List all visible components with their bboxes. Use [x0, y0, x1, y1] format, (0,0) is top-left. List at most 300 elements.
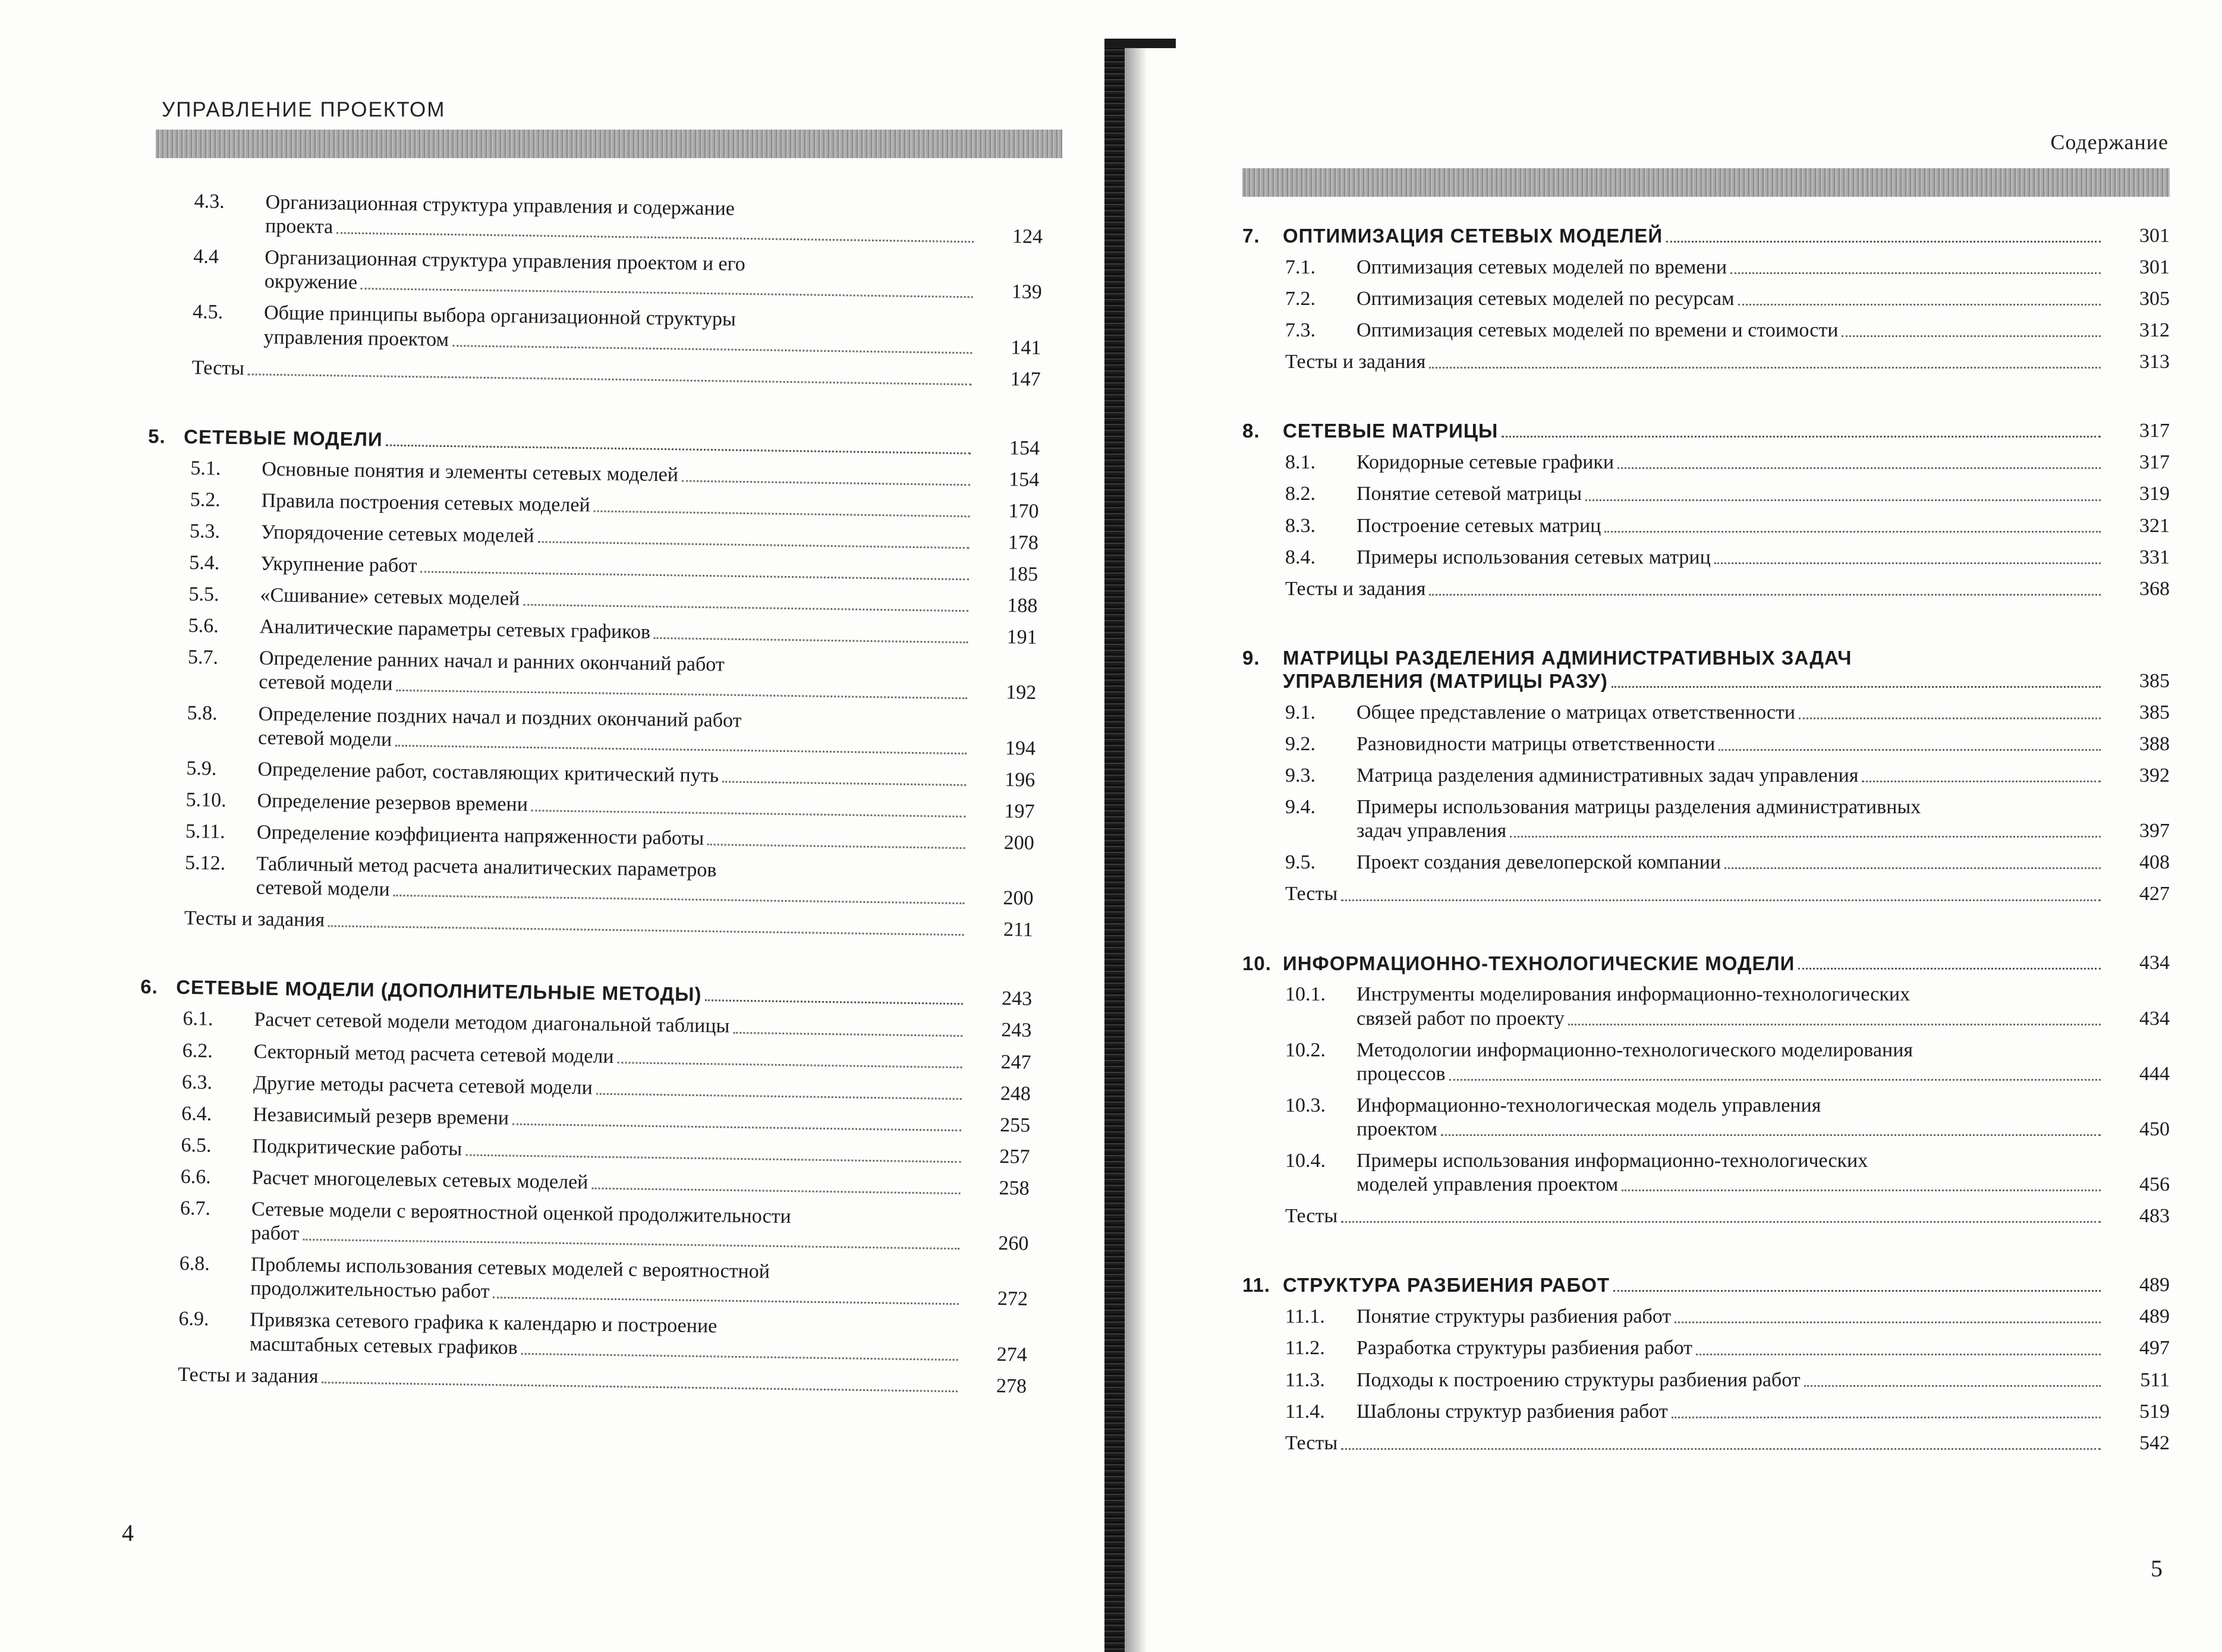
section-title	[1357, 701, 2104, 725]
tests-entry	[1242, 1431, 2170, 1455]
section-number: 10.3.	[1285, 1094, 1326, 1116]
dot-leader	[394, 895, 965, 904]
chapter-title	[1283, 1274, 2104, 1297]
dot-leader	[523, 604, 968, 612]
dot-leader	[531, 810, 966, 817]
section-title	[257, 789, 969, 823]
section-page: 200	[1003, 887, 1034, 910]
section-title-text: Шаблоны структур разбиения работ	[1357, 1400, 1668, 1423]
section-title-line	[1357, 1173, 2104, 1197]
section-title-line	[1357, 319, 2104, 342]
section-number: 5.11.	[185, 820, 225, 843]
section-entry	[138, 1133, 1030, 1169]
section-title-line	[1357, 851, 2104, 874]
section-number: 6.2.	[182, 1039, 213, 1062]
dot-leader	[1622, 1190, 2101, 1191]
dot-leader	[594, 510, 970, 517]
section-title-text: Общие принципы выбора организационной структуры	[263, 302, 737, 331]
section-title-line	[261, 521, 973, 555]
section-page: 272	[997, 1288, 1028, 1311]
section-page: 511	[2140, 1368, 2170, 1391]
section-number: 5.3.	[189, 520, 221, 543]
dot-leader	[1719, 749, 2101, 751]
tests-line	[184, 907, 968, 942]
section-entry	[1242, 851, 2170, 874]
dot-leader	[1449, 1079, 2101, 1081]
chapter-number: 6.	[140, 976, 159, 998]
section-title-text: Коридорные сетевые графики	[1357, 451, 1614, 474]
section-number: 6.3.	[181, 1071, 213, 1094]
dot-leader	[1502, 436, 2101, 438]
section-page: 317	[2139, 451, 2170, 474]
section-title-text: Проект создания девелоперской компании	[1357, 851, 1721, 874]
section-number: 5.2.	[190, 488, 221, 511]
section-title-text: Расчет многоцелевых сетевых моделей	[251, 1166, 588, 1194]
dot-leader	[1799, 718, 2101, 719]
section-page: 321	[2139, 514, 2170, 537]
section-entry	[143, 788, 1034, 824]
chapter-page: 154	[1009, 436, 1040, 460]
section-number: 6.9.	[178, 1308, 209, 1331]
section-title-text: моделей управления проектом	[1357, 1173, 1619, 1196]
section-page: 301	[2139, 256, 2170, 278]
section-title	[260, 552, 972, 586]
section-title-line	[1357, 1094, 2104, 1118]
chapter-title-line	[1283, 952, 2104, 976]
section-title	[1357, 319, 2104, 342]
tests-line	[192, 356, 975, 391]
section-page: 434	[2139, 1007, 2170, 1030]
chapter-page: 317	[2139, 420, 2170, 442]
dot-leader	[1612, 686, 2101, 688]
tests-entry	[1242, 350, 2170, 374]
chapter-number: 9.	[1242, 646, 1260, 669]
section-title-line	[1357, 1400, 2104, 1424]
chapter-title	[1283, 420, 2104, 443]
section-title-text: Примеры использования матрицы разделения административных	[1357, 796, 1921, 819]
dot-leader	[1842, 335, 2101, 337]
section-entry	[151, 189, 1043, 249]
section-title	[1357, 256, 2104, 279]
dot-leader	[336, 232, 974, 243]
section-number: 6.1.	[182, 1008, 213, 1030]
section-entry	[137, 1196, 1029, 1256]
section-title-text: работ	[251, 1222, 300, 1245]
section-number: 5.10.	[185, 788, 226, 811]
section-title-text: Привязка сетевого графика к календарю и построение	[250, 1308, 717, 1338]
section-entry	[1242, 1368, 2170, 1392]
dot-leader	[537, 541, 969, 549]
section-title-line	[252, 1134, 964, 1168]
section-title	[1357, 1149, 2104, 1197]
section-title-text: процессов	[1357, 1062, 1446, 1085]
dot-leader	[328, 926, 964, 936]
tests-entry	[135, 1362, 1027, 1399]
tests-line	[1285, 1431, 2104, 1455]
section-page: 385	[2139, 701, 2170, 723]
dot-leader	[591, 1188, 960, 1195]
section-title-text: Подходы к построению структуры разбиения работ	[1357, 1368, 1801, 1391]
left-page	[0, 0, 1106, 1652]
dot-leader	[1441, 1134, 2101, 1136]
section-entry	[1242, 287, 2170, 311]
section-number: 5.9.	[186, 757, 217, 780]
section-title	[1357, 451, 2104, 474]
dot-leader	[1804, 1385, 2101, 1387]
section-number: 5.1.	[190, 457, 221, 480]
section-number: 5.5.	[188, 583, 219, 606]
running-head: Содержание	[2050, 130, 2169, 154]
section-title-text: Организационная структура управления и содержание	[265, 191, 735, 220]
section-title-text: Основные понятия и элементы сетевых моделей	[262, 458, 679, 486]
chapter-number: 8.	[1242, 420, 1260, 442]
book-spine	[1104, 39, 1125, 1652]
section-entry	[140, 1006, 1031, 1043]
chapter-title-text: СЕТЕВЫЕ МОДЕЛИ	[183, 425, 383, 451]
section-entry	[1242, 256, 2170, 279]
section-title-line	[1357, 1039, 2104, 1062]
dot-leader	[1585, 499, 2101, 501]
section-title-line	[1357, 983, 2104, 1006]
section-entry	[145, 613, 1037, 650]
chapter-title-text: МАТРИЦЫ РАЗДЕЛЕНИЯ АДМИНИСТРАТИВНЫХ ЗАДАЧ	[1283, 646, 1852, 669]
section-entry	[1242, 795, 2170, 843]
tests-page: 483	[2139, 1205, 2170, 1228]
dot-leader	[1613, 1290, 2101, 1292]
section-page: 200	[1003, 832, 1035, 854]
tests-page: 211	[1003, 918, 1033, 942]
dot-leader	[1341, 1221, 2101, 1223]
chapter-title	[1283, 647, 2104, 693]
section-entry	[1242, 701, 2170, 725]
section-page: 397	[2139, 820, 2170, 842]
tests-line	[1285, 882, 2104, 906]
chapter-title-line	[1283, 1274, 2104, 1297]
section-entry	[150, 244, 1043, 304]
section-title-line	[261, 489, 973, 523]
section-number: 9.1.	[1285, 701, 1315, 723]
chapter-entry	[1242, 647, 2170, 693]
section-title	[1357, 287, 2104, 311]
section-title-line	[1357, 819, 2104, 843]
dot-leader	[722, 781, 966, 786]
section-title-text: связей работ по проекту	[1357, 1007, 1565, 1030]
section-page: 178	[1008, 531, 1039, 554]
section-title-text: Понятие структуры разбиения работ	[1357, 1305, 1672, 1328]
section-title-line	[1357, 482, 2104, 506]
section-title-line	[1357, 1007, 2104, 1031]
page-number: 4	[122, 1519, 134, 1546]
chapter-title-line	[1283, 225, 2104, 248]
chapter-title-text: ИНФОРМАЦИОННО-ТЕХНОЛОГИЧЕСКИЕ МОДЕЛИ	[1283, 952, 1795, 974]
section-page: 305	[2139, 288, 2170, 310]
section-page: 388	[2139, 732, 2170, 755]
section-title-text: Оптимизация сетевых моделей по времени и стоимости	[1357, 319, 1839, 342]
section-title-text: Примеры использования информационно-технологических	[1357, 1150, 1868, 1172]
section-title-line	[1357, 451, 2104, 474]
section-page: 274	[996, 1343, 1028, 1366]
section-entry	[1242, 451, 2170, 474]
section-page: 258	[999, 1177, 1030, 1200]
section-page: 139	[1011, 281, 1042, 304]
section-title-line	[257, 789, 969, 823]
section-entry	[143, 756, 1035, 792]
section-number: 6.6.	[180, 1165, 212, 1188]
section-page: 489	[2139, 1305, 2170, 1328]
section-number: 5.4.	[188, 551, 220, 574]
section-page: 248	[1000, 1082, 1031, 1105]
section-number: 7.3.	[1285, 319, 1315, 342]
section-title-text: Общее представление о матрицах ответственности	[1357, 701, 1796, 723]
right-page	[1129, 0, 2222, 1652]
section-title-text: Другие методы расчета сетевой модели	[253, 1072, 593, 1099]
dot-leader	[1696, 1354, 2101, 1355]
section-entry	[1242, 1305, 2170, 1329]
section-title	[253, 1040, 965, 1074]
section-entry	[147, 487, 1038, 524]
tests-entry	[141, 906, 1033, 942]
section-number: 11.3.	[1285, 1368, 1325, 1391]
section-title-text: Расчет сетевой модели методом диагональной таблицы	[254, 1008, 730, 1038]
section-title-text: Табличный метод расчета аналитических параметров	[256, 852, 717, 882]
section-title-text: Аналитические параметры сетевых графиков	[259, 615, 651, 644]
dot-leader	[322, 1382, 958, 1392]
section-title-text: Укрупнение работ	[260, 552, 417, 577]
section-page: 450	[2139, 1118, 2170, 1140]
dot-leader	[682, 480, 970, 486]
dot-leader	[1568, 1024, 2101, 1025]
section-title-text: проекта	[265, 215, 333, 238]
tests-title: Тесты	[191, 356, 245, 379]
section-title-text: Сетевые модели с вероятностной оценкой продолжительности	[251, 1198, 792, 1228]
tests-entry	[1242, 577, 2170, 601]
table-of-contents	[135, 189, 1043, 1406]
section-title	[257, 757, 970, 791]
section-number: 5.8.	[187, 701, 218, 725]
section-page: 247	[1000, 1050, 1031, 1074]
section-entry	[138, 1165, 1030, 1201]
section-number: 7.1.	[1285, 256, 1315, 278]
section-title	[254, 1008, 966, 1042]
section-gap	[1242, 914, 2170, 952]
section-title-line	[257, 821, 969, 855]
section-page: 444	[2139, 1062, 2170, 1085]
section-number: 5.6.	[188, 615, 219, 637]
section-title-text: Независимый резерв времени	[253, 1103, 509, 1129]
section-title-text: Методологии информационно-технологического моделирования	[1357, 1039, 1913, 1061]
section-title	[253, 1071, 965, 1105]
section-title	[265, 246, 977, 304]
dot-leader	[654, 637, 968, 643]
section-page: 257	[999, 1145, 1030, 1168]
section-number: 9.4.	[1285, 796, 1315, 819]
tests-line	[1285, 350, 2104, 374]
section-title	[259, 615, 971, 649]
dot-leader	[1675, 1321, 2101, 1323]
section-title-line	[1357, 1149, 2104, 1173]
chapter-title-line	[1283, 647, 2104, 670]
section-entry	[1242, 983, 2170, 1030]
tests-line	[178, 1363, 961, 1398]
section-title-text: Оптимизация сетевых моделей по времени	[1357, 256, 1727, 278]
chapter-page: 434	[2139, 952, 2170, 974]
section-entry	[1242, 482, 2170, 506]
section-title	[256, 852, 968, 910]
section-number: 7.2.	[1285, 288, 1315, 310]
section-entry	[1242, 1149, 2170, 1197]
section-number: 10.2.	[1285, 1039, 1326, 1061]
section-title-text: сетевой модели	[256, 876, 390, 901]
section-title-text: Секторный метод расчета сетевой модели	[253, 1040, 614, 1068]
dot-leader	[1429, 367, 2101, 369]
section-title-text: Матрица разделения административных задач управления	[1357, 764, 1859, 786]
section-title	[1357, 764, 2104, 788]
section-title-text: Определение поздних начал и поздних окончаний работ	[258, 703, 742, 732]
section-number: 10.4.	[1285, 1150, 1326, 1172]
section-title	[261, 489, 973, 523]
dot-leader	[361, 288, 973, 298]
dot-leader	[1341, 1448, 2101, 1450]
header-bar	[1242, 168, 2170, 197]
section-title-text: задач управления	[1357, 820, 1507, 842]
section-number: 6.5.	[181, 1134, 212, 1157]
chapter-page: 385	[2139, 669, 2170, 692]
section-title	[1357, 482, 2104, 506]
section-page: 191	[1006, 626, 1037, 649]
section-number: 5.12.	[184, 852, 226, 874]
section-title-line	[1357, 1118, 2104, 1141]
section-title	[252, 1166, 964, 1200]
section-number: 6.4.	[181, 1102, 212, 1125]
page-number: 5	[2151, 1555, 2163, 1582]
section-title-text: управления проектом	[263, 326, 449, 351]
dot-leader	[493, 1297, 959, 1305]
chapter-number: 11.	[1242, 1274, 1271, 1297]
section-page: 154	[1009, 468, 1040, 491]
section-title-text: сетевой модели	[257, 726, 392, 751]
section-number: 6.7.	[180, 1197, 211, 1220]
section-title	[262, 457, 974, 491]
section-title-text: Упорядочение сетевых моделей	[260, 521, 534, 547]
dot-leader	[1862, 781, 2101, 782]
section-title	[1357, 546, 2104, 569]
section-title-text: окружение	[264, 270, 358, 294]
section-title-text: Информационно-технологическая модель управления	[1357, 1094, 1821, 1116]
dot-leader	[1672, 1417, 2101, 1418]
chapter-page: 301	[2139, 224, 2170, 247]
section-title	[1357, 1094, 2104, 1141]
section-title	[1357, 1039, 2104, 1086]
dot-leader	[512, 1123, 961, 1131]
section-title	[1357, 1400, 2104, 1424]
section-page: 392	[2139, 764, 2170, 786]
tests-entry	[1242, 882, 2170, 906]
section-title-text: Разновидности матрицы ответственности	[1357, 732, 1716, 755]
section-entry	[1242, 1094, 2170, 1141]
section-title-text: проектом	[1357, 1118, 1438, 1140]
section-page: 170	[1008, 499, 1039, 523]
tests-title: Тесты и задания	[177, 1363, 319, 1387]
dot-leader	[248, 373, 972, 385]
section-title-text: Построение сетевых матриц	[1357, 514, 1601, 537]
section-entry	[139, 1102, 1030, 1138]
tests-title: Тесты	[1285, 883, 1338, 905]
section-title-text: Определение ранних начал и ранних окончаний работ	[259, 647, 725, 676]
dot-leader	[1617, 467, 2101, 469]
section-title-text: Понятие сетевой матрицы	[1357, 483, 1582, 505]
section-page: 319	[2139, 483, 2170, 505]
dot-leader	[303, 1239, 959, 1250]
section-title-text: Примеры использования сетевых матриц	[1357, 546, 1711, 568]
section-entry	[149, 300, 1041, 360]
section-page: 192	[1006, 681, 1037, 704]
tests-title: Тесты	[1285, 1205, 1338, 1228]
dot-leader	[1724, 867, 2101, 869]
section-entry	[146, 550, 1038, 587]
section-title-line	[257, 757, 970, 791]
section-gap	[1242, 609, 2170, 647]
section-title-line	[260, 584, 972, 618]
section-entry	[1242, 514, 2170, 538]
section-title-text: сетевой модели	[259, 671, 393, 696]
section-title-text: Определение работ, составляющих критический путь	[257, 758, 719, 787]
tests-page: 427	[2139, 883, 2170, 905]
section-page: 497	[2139, 1337, 2170, 1360]
dot-leader	[465, 1154, 961, 1163]
section-number: 8.1.	[1285, 451, 1315, 474]
section-title	[1357, 851, 2104, 874]
section-title-text: Подкритические работы	[252, 1135, 462, 1160]
section-title	[1357, 514, 2104, 538]
dot-leader	[596, 1093, 962, 1100]
section-page: 519	[2139, 1400, 2170, 1423]
dot-leader	[452, 345, 972, 354]
chapter-title-line	[1283, 670, 2104, 693]
section-entry	[136, 1251, 1028, 1311]
section-page: 408	[2139, 851, 2170, 874]
section-page: 196	[1005, 768, 1036, 791]
section-page: 260	[998, 1232, 1029, 1255]
chapter-entry	[1242, 420, 2170, 443]
chapter-entry	[1242, 952, 2170, 976]
section-title	[260, 584, 972, 618]
section-entry	[147, 456, 1039, 492]
section-number: 10.1.	[1285, 983, 1326, 1006]
section-title-text: Определение резервов времени	[257, 789, 528, 816]
section-number: 4.5.	[192, 301, 224, 324]
section-entry	[1242, 319, 2170, 342]
section-page: 185	[1007, 563, 1038, 586]
tests-title: Тесты	[1285, 1431, 1338, 1454]
chapter-title-text: СЕТЕВЫЕ МАТРИЦЫ	[1283, 420, 1499, 442]
section-entry	[1242, 732, 2170, 756]
section-entry	[1242, 1336, 2170, 1360]
section-title	[250, 1308, 962, 1366]
section-entry	[139, 1038, 1031, 1074]
dot-leader	[521, 1353, 958, 1361]
dot-leader	[1714, 562, 2101, 564]
dot-leader	[617, 1062, 962, 1068]
dot-leader	[1730, 272, 2101, 274]
section-title-line	[1357, 795, 2104, 819]
section-title	[253, 1103, 965, 1137]
dot-leader	[1604, 531, 2101, 533]
section-page: 255	[999, 1113, 1031, 1137]
section-title-text: Оптимизация сетевых моделей по ресурсам	[1357, 288, 1735, 310]
section-entry	[1242, 1039, 2170, 1086]
chapter-title	[1283, 952, 2104, 976]
section-number: 8.4.	[1285, 546, 1315, 568]
